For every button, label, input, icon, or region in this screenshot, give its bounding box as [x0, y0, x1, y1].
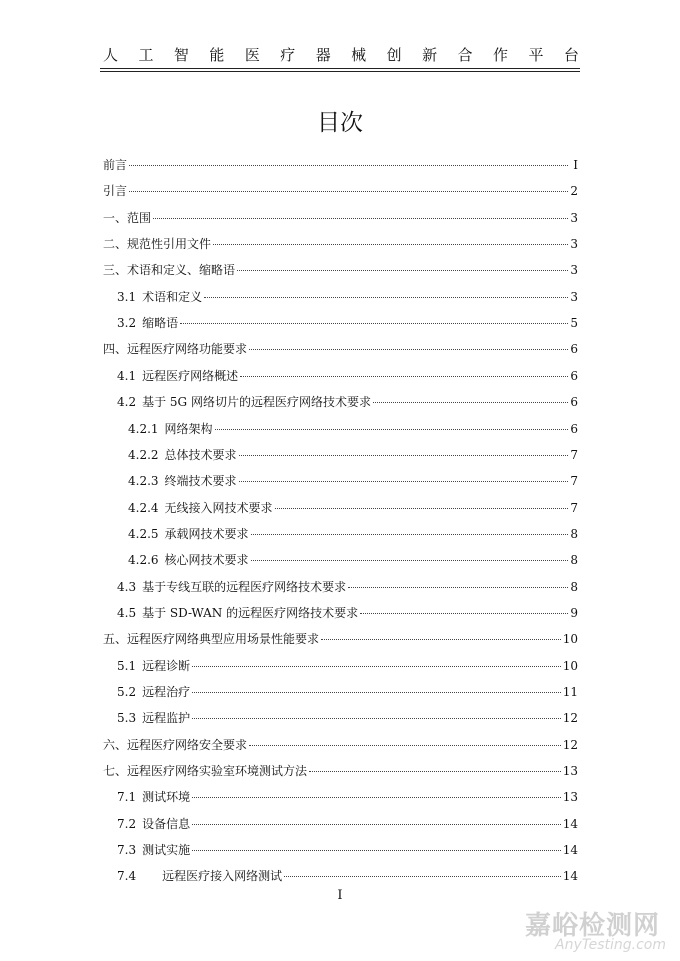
toc-entry-page: 7 — [570, 501, 578, 515]
toc-entry-page: 6 — [570, 395, 578, 409]
toc-leader-dots — [360, 613, 568, 614]
toc-entry-number: 4.2.6 — [128, 553, 159, 567]
toc-entry-page: 3 — [570, 211, 578, 225]
toc-entry-label: 三、术语和定义、缩略语 — [103, 263, 236, 277]
toc-entry[interactable] — [117, 789, 578, 805]
toc-entry[interactable] — [103, 183, 578, 199]
toc-leader-dots — [192, 824, 561, 825]
toc-entry[interactable] — [117, 605, 578, 621]
toc-entry-label: 缩略语 — [142, 316, 179, 330]
toc-entry-label: 前言 — [103, 158, 128, 172]
toc-entry[interactable] — [117, 289, 578, 305]
toc-entry-page: 10 — [562, 659, 578, 673]
toc-entry-page: 12 — [562, 711, 578, 725]
page-number: I — [337, 888, 343, 903]
toc-entry-page: 13 — [562, 790, 578, 804]
toc-entry-number: 7.2 — [117, 817, 137, 831]
toc-leader-dots — [251, 534, 568, 535]
toc-entry[interactable] — [103, 262, 578, 278]
toc-entry[interactable] — [117, 579, 578, 595]
toc-entry-page: I — [573, 158, 578, 172]
toc-entry[interactable] — [103, 236, 578, 252]
header-char: 新 — [422, 46, 438, 64]
toc-entry-label: 核心网技术要求 — [164, 553, 249, 567]
running-header — [103, 44, 579, 65]
toc-entry-number: 5.1 — [117, 659, 137, 673]
toc-entry-number: 7.4 — [117, 869, 137, 883]
toc-leader-dots — [213, 244, 568, 245]
toc-entry-page: 8 — [570, 553, 578, 567]
toc-entry-number: 4.2.2 — [128, 448, 159, 462]
toc-entry-label: 远程治疗 — [142, 685, 191, 699]
toc-entry[interactable] — [128, 421, 578, 437]
toc-leader-dots — [249, 745, 561, 746]
header-rule — [100, 68, 580, 69]
toc-entry[interactable] — [128, 500, 578, 516]
toc-entry-label: 基于 SD-WAN 的远程医疗网络技术要求 — [142, 606, 359, 620]
toc-entry-page: 2 — [570, 184, 578, 198]
toc-entry-label: 承载网技术要求 — [164, 527, 249, 541]
toc-leader-dots — [192, 666, 561, 667]
toc-entry-page: 8 — [570, 580, 578, 594]
toc-entry-page: 8 — [570, 527, 578, 541]
header-char: 作 — [492, 46, 508, 64]
toc-entry-label: 远程医疗网络概述 — [142, 369, 239, 383]
header-char: 合 — [457, 46, 473, 64]
toc-entry[interactable] — [128, 552, 578, 568]
toc-leader-dots — [348, 587, 568, 588]
toc-entry[interactable] — [117, 710, 578, 726]
toc-entry-label: 终端技术要求 — [164, 474, 237, 488]
header-char: 疗 — [280, 46, 296, 64]
toc-entry-label: 术语和定义 — [142, 290, 203, 304]
toc-entry-page: 6 — [570, 342, 578, 356]
toc-leader-dots — [180, 323, 568, 324]
toc-entry-number: 4.3 — [117, 580, 137, 594]
toc-entry-label: 网络架构 — [164, 422, 213, 436]
toc-entry-number: 4.2.4 — [128, 501, 159, 515]
toc-leader-dots — [129, 191, 568, 192]
toc-entry-page: 14 — [562, 817, 578, 831]
header-char: 智 — [173, 46, 189, 64]
toc-entry-label: 基于专线互联的远程医疗网络技术要求 — [142, 580, 347, 594]
toc-entry[interactable] — [117, 816, 578, 832]
toc-leader-dots — [192, 797, 561, 798]
toc-leader-dots — [251, 560, 568, 561]
toc-leader-dots — [153, 218, 568, 219]
toc-entry[interactable] — [117, 368, 578, 384]
toc-entry-page: 13 — [562, 764, 578, 778]
toc-entry[interactable] — [117, 868, 578, 884]
header-char: 工 — [138, 46, 154, 64]
toc-entry[interactable] — [128, 473, 578, 489]
toc-entry-label: 总体技术要求 — [164, 448, 237, 462]
toc-entry-number: 5.2 — [117, 685, 137, 699]
toc-entry-page: 12 — [562, 738, 578, 752]
page-title: 目次 — [317, 110, 363, 136]
toc-entry[interactable] — [103, 210, 578, 226]
header-char: 能 — [209, 46, 225, 64]
header-rule-thin — [100, 71, 580, 72]
toc-entry-label: 测试环境 — [142, 790, 191, 804]
toc-entry-label: 一、范围 — [103, 211, 152, 225]
toc-entry-page: 7 — [570, 474, 578, 488]
header-char: 人 — [103, 46, 119, 64]
toc-entry[interactable] — [117, 658, 578, 674]
toc-entry-number: 4.2.3 — [128, 474, 159, 488]
toc-leader-dots — [321, 639, 561, 640]
toc-entry-page: 10 — [562, 632, 578, 646]
toc-entry[interactable] — [103, 737, 578, 753]
toc-entry-label: 引言 — [103, 184, 128, 198]
toc-entry[interactable] — [128, 447, 578, 463]
toc-entry-number: 4.5 — [117, 606, 137, 620]
toc-leader-dots — [373, 402, 568, 403]
toc-entry-label: 设备信息 — [142, 817, 191, 831]
toc-entry-number: 7.3 — [117, 843, 137, 857]
toc-entry-label: 无线接入网技术要求 — [164, 501, 273, 515]
toc-entry-label: 二、规范性引用文件 — [103, 237, 212, 251]
toc-entry[interactable] — [117, 684, 578, 700]
toc-entry-page: 6 — [570, 422, 578, 436]
toc-leader-dots — [192, 850, 561, 851]
toc-leader-dots — [284, 876, 561, 877]
toc-entry-page: 6 — [570, 369, 578, 383]
header-char: 器 — [315, 46, 331, 64]
toc-leader-dots — [237, 270, 568, 271]
toc-entry[interactable] — [103, 763, 578, 779]
toc-entry-page: 7 — [570, 448, 578, 462]
toc-entry-label: 四、远程医疗网络功能要求 — [103, 342, 248, 356]
toc-leader-dots — [275, 508, 568, 509]
header-char: 械 — [351, 46, 367, 64]
toc-leader-dots — [192, 692, 561, 693]
toc-leader-dots — [215, 429, 568, 430]
toc-entry[interactable] — [117, 315, 578, 331]
toc-entry-label: 五、远程医疗网络典型应用场景性能要求 — [103, 632, 320, 646]
toc-entry-page: 3 — [570, 290, 578, 304]
toc-entry-page: 14 — [562, 843, 578, 857]
toc-entry-page: 9 — [570, 606, 578, 620]
toc-entry-page: 3 — [570, 263, 578, 277]
toc-entry[interactable] — [128, 526, 578, 542]
toc-entry-label: 六、远程医疗网络安全要求 — [103, 738, 248, 752]
toc-leader-dots — [249, 349, 568, 350]
header-char: 医 — [244, 46, 260, 64]
toc-entry-number: 4.2.1 — [128, 422, 159, 436]
toc-entry[interactable] — [103, 631, 578, 647]
toc-leader-dots — [239, 481, 568, 482]
header-char: 台 — [563, 46, 579, 64]
toc-entry[interactable] — [103, 341, 578, 357]
toc-entry-page: 11 — [562, 685, 578, 699]
toc-entry-page: 14 — [562, 869, 578, 883]
toc-leader-dots — [129, 165, 568, 166]
toc-leader-dots — [309, 771, 561, 772]
toc-entry-label: 测试实施 — [142, 843, 191, 857]
toc-entry-label: 远程医疗接入网络测试 — [162, 869, 283, 883]
toc-entry[interactable] — [117, 394, 578, 410]
toc-entry-number: 7.1 — [117, 790, 137, 804]
toc-entry-number: 3.1 — [117, 290, 137, 304]
toc-leader-dots — [240, 376, 568, 377]
toc-entry-number: 4.2 — [117, 395, 137, 409]
toc-entry-label: 基于 5G 网络切片的远程医疗网络技术要求 — [142, 395, 371, 409]
toc-entry[interactable] — [117, 842, 578, 858]
toc-leader-dots — [192, 718, 561, 719]
toc-entry-label: 远程监护 — [142, 711, 191, 725]
watermark-cn: 嘉峪检测网 — [524, 911, 660, 941]
toc-entry-page: 5 — [570, 316, 578, 330]
toc-entry-number: 4.2.5 — [128, 527, 159, 541]
toc-entry-label: 七、远程医疗网络实验室环境测试方法 — [103, 764, 308, 778]
toc-entry-page: 3 — [570, 237, 578, 251]
toc-entry-number: 4.1 — [117, 369, 137, 383]
toc-entry[interactable] — [103, 157, 578, 173]
toc-leader-dots — [239, 455, 568, 456]
header-char: 创 — [386, 46, 402, 64]
toc-leader-dots — [204, 297, 568, 298]
toc-entry-number: 5.3 — [117, 711, 137, 725]
toc-entry-label: 远程诊断 — [142, 659, 191, 673]
header-char: 平 — [528, 46, 544, 64]
toc-entry-number: 3.2 — [117, 316, 137, 330]
watermark-en: AnyTesting.com — [555, 937, 666, 953]
